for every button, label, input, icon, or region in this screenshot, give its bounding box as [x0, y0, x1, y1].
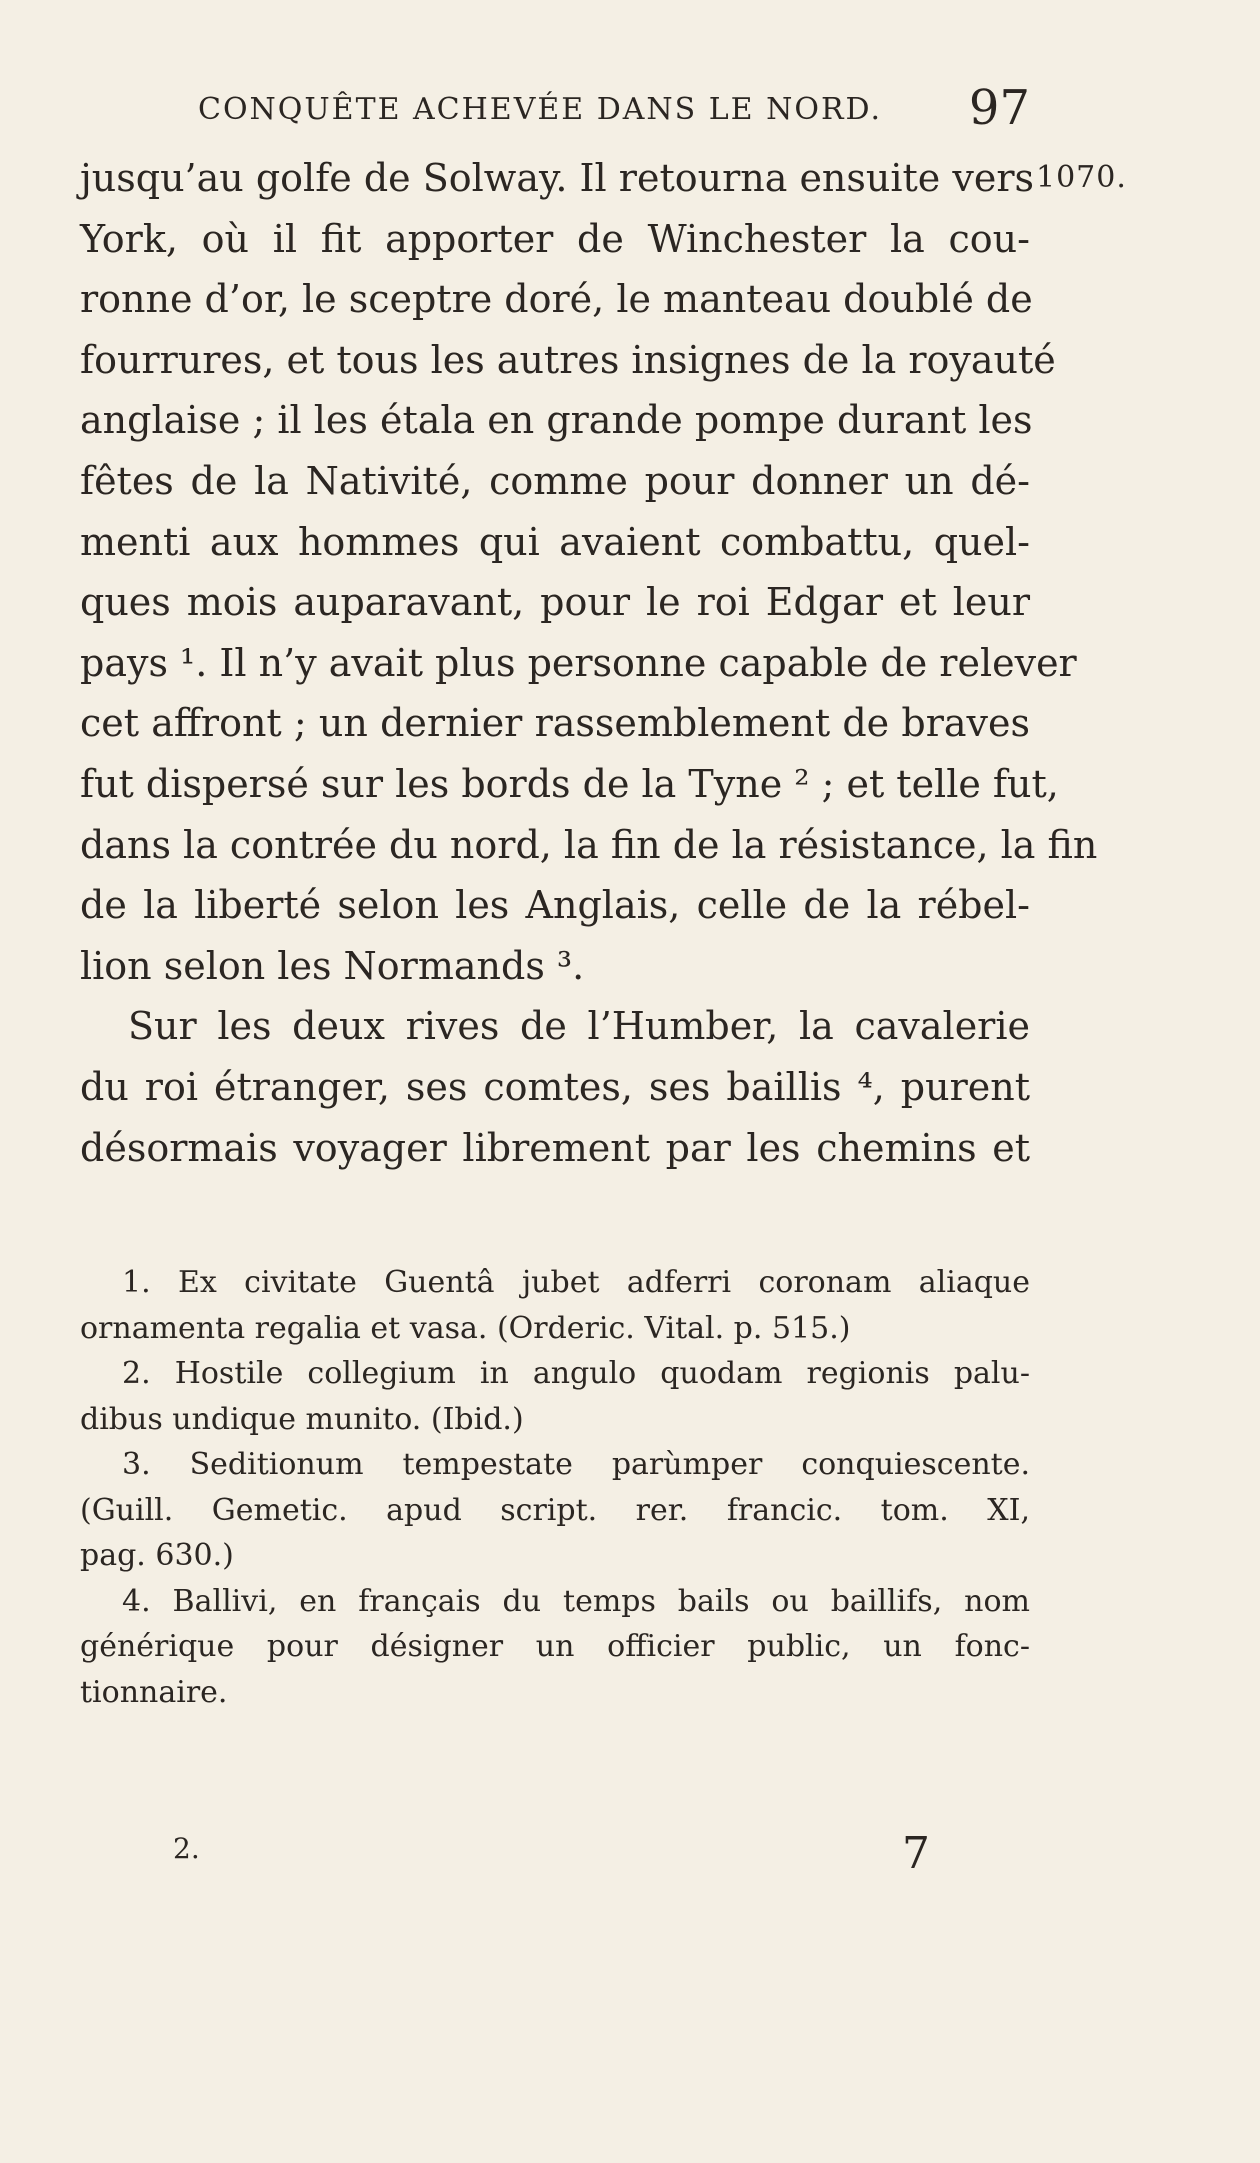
margin-year-note: 1070. [1036, 160, 1127, 195]
footnotes [80, 1260, 1030, 1715]
text-line: ronne d’or, le sceptre doré, le manteau doublé de [80, 277, 1033, 322]
text-line: cet affront ; un dernier rassemblement de braves [80, 701, 1030, 746]
footnote-line: ornamenta regalia et vasa. (Orderic. Vital. p. 515.) [80, 1310, 851, 1346]
footnote-line: 1. Ex civitate Guentâ jubet adferri coronam aliaque [122, 1265, 1030, 1300]
footnote-line: générique pour désigner un officier public, un fonc- [80, 1629, 1030, 1664]
running-title: CONQUÊTE ACHEVÉE DANS LE NORD. [198, 92, 883, 127]
text-line: jusqu’au golfe de Solway. Il retourna ensuite vers [80, 156, 1034, 200]
text-line: fut dispersé sur les bords de la Tyne ² ; et telle fut, [80, 761, 1059, 806]
page-number: 97 [968, 80, 1030, 136]
footnote-line: tionnaire. [80, 1674, 228, 1710]
text-line: du roi étranger, ses comtes, ses baillis ⁴, purent [80, 1064, 1030, 1109]
text-line: Sur les deux rives de l’Humber, la cavalerie [128, 1004, 1030, 1049]
text-line: désormais voyager librement par les chemins et [80, 1125, 1030, 1170]
text-line: fêtes de la Nativité, comme pour donner un dé- [80, 458, 1030, 503]
footnote-line: dibus undique munito. (Ibid.) [80, 1401, 524, 1437]
text-line: fourrures, et tous les autres insignes de la royauté [80, 337, 1056, 382]
signature-number: 7 [902, 1828, 930, 1879]
text-line: pays ¹. Il n’y avait plus personne capable de relever [80, 640, 1077, 685]
text-line: York, où il fit apporter de Winchester la cou- [80, 216, 1030, 261]
text-line: de la liberté selon les Anglais, celle de la rébel- [80, 883, 1030, 928]
text-line: ques mois auparavant, pour le roi Edgar et leur [80, 580, 1030, 625]
text-line: dans la contrée du nord, la fin de la résistance, la fin [80, 822, 1098, 867]
text-line: menti aux hommes qui avaient combattu, quel- [80, 519, 1030, 564]
footnote-line: 4. Ballivi, en français du temps bails ou baillifs, nom [122, 1583, 1030, 1619]
page-header [80, 82, 1030, 152]
text-line: anglaise ; il les étala en grande pompe durant les [80, 398, 1033, 443]
footnote-line: 3. Seditionum tempestate parùmper conquiescente. [122, 1447, 1030, 1482]
signature-mark: 2. [173, 1832, 200, 1865]
text-line: lion selon les Normands ³. [80, 943, 585, 988]
footnote-line: pag. 630.) [80, 1538, 234, 1573]
footnote-line: (Guill. Gemetic. apud script. rer. francic. tom. XI, [80, 1492, 1030, 1528]
footnote-line: 2. Hostile collegium in angulo quodam regionis palu- [122, 1356, 1030, 1391]
